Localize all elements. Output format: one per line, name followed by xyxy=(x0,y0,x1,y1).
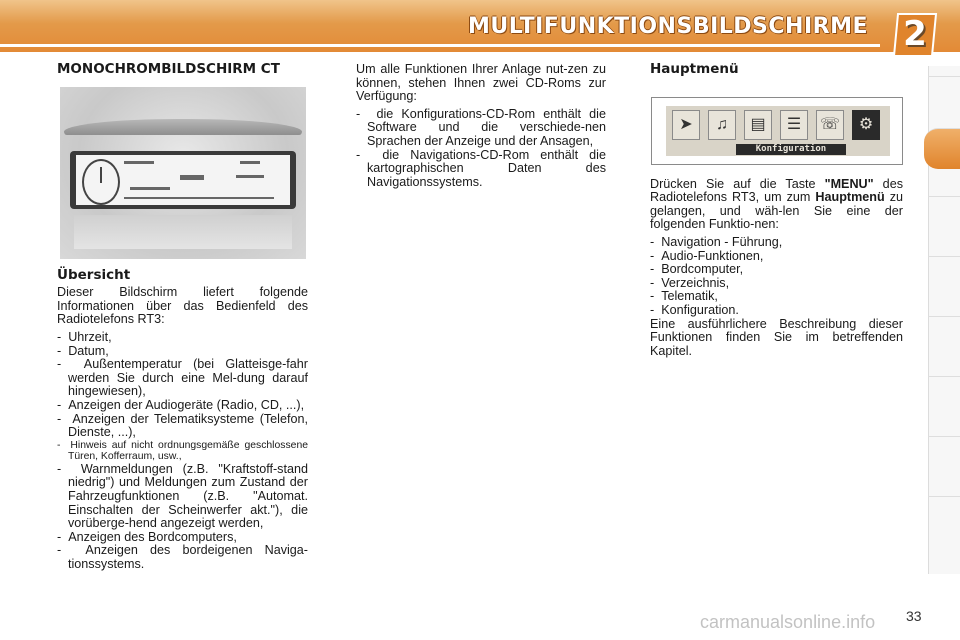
screen-line xyxy=(240,161,260,164)
telematics-icon: ☏ xyxy=(816,110,844,140)
main-menu-bold: Hauptmenü xyxy=(815,190,885,205)
list-item: - Anzeigen der Audiogeräte (Radio, CD, ...), xyxy=(57,399,308,413)
navigation-icon: ➤ xyxy=(672,110,700,140)
page-number: 33 xyxy=(906,608,922,624)
instruction-text: des Radiotelefons RT3, um zum xyxy=(650,176,903,205)
middle-column xyxy=(356,63,606,189)
dashboard-top xyxy=(64,119,302,135)
screen-line xyxy=(236,175,264,178)
main-menu-screen-image xyxy=(651,97,903,165)
menu-screen-label: Konfiguration xyxy=(736,144,846,155)
list-item: - Hinweis auf nicht ordnungsgemäße geschlossene Türen, Kofferraum, usw., xyxy=(57,440,308,463)
main-menu-instructions xyxy=(650,178,903,232)
screen-line xyxy=(180,175,204,180)
closing-note: Eine ausführlichere Beschreibung dieser Funktionen finden Sie im betreffenden Kapitel. xyxy=(650,316,903,358)
chapter-tab-8[interactable] xyxy=(928,496,960,555)
chapter-tab-6[interactable] xyxy=(928,376,960,435)
list-item: - Anzeigen des bordeigenen Naviga-tionssystems. xyxy=(57,544,308,571)
instruction-text: zu gelangen, und wäh-len Sie eine der folgenden Funktio-nen: xyxy=(650,190,903,232)
cd-rom-list xyxy=(356,108,606,190)
screen-line xyxy=(124,197,274,199)
list-item: - Konfiguration. xyxy=(650,304,903,318)
right-column xyxy=(650,63,903,362)
main-menu-heading: Hauptmenü xyxy=(650,61,739,77)
screen-line xyxy=(124,161,154,164)
audio-icon: ♫ xyxy=(708,110,736,140)
list-item: - die Konfigurations-CD-Rom enthält die Software und die verschiede-nen Sprachen der Anzeige und der Ansagen, xyxy=(356,108,606,149)
section-title: MONOCHROMBILDSCHIRM CT xyxy=(57,61,280,77)
list-item: - Anzeigen des Bordcomputers, xyxy=(57,531,308,545)
chapter-tab-7[interactable] xyxy=(928,436,960,495)
chapter-number: 2 xyxy=(903,14,927,54)
watermark: carmanualsonline.info xyxy=(700,612,876,632)
page-title: MULTIFUNKTIONSBILDSCHIRME xyxy=(467,14,868,39)
list-item: - Datum, xyxy=(57,345,308,359)
list-item: - Audio-Funktionen, xyxy=(650,250,903,264)
list-item: - Uhrzeit, xyxy=(57,331,308,345)
configuration-icon: ⚙ xyxy=(852,110,880,140)
list-item: - Anzeigen der Telematiksysteme (Telefon, Dienste, ...), xyxy=(57,413,308,440)
menu-screen-inner xyxy=(666,106,890,156)
chapter-badge xyxy=(890,10,940,60)
directory-icon: ☰ xyxy=(780,110,808,140)
header-divider xyxy=(0,44,880,47)
cd-rom-intro: Um alle Funktionen Ihrer Anlage nut-zen zu können, stehen Ihnen zwei CD-Roms zur Verfügung: xyxy=(356,62,606,104)
list-item: - die Navigations-CD-Rom enthält die kartographischen Daten des Navigationssystems. xyxy=(356,149,606,190)
trip-computer-icon: ▤ xyxy=(744,110,772,140)
chapter-tab-4[interactable] xyxy=(928,256,960,315)
left-column xyxy=(57,63,308,571)
list-item: - Telematik, xyxy=(650,290,903,304)
menu-key-label: "MENU" xyxy=(824,176,874,191)
chapter-tab-2-active[interactable] xyxy=(924,128,960,169)
instruction-text: Drücken Sie auf die Taste xyxy=(650,176,825,191)
list-item: - Verzeichnis, xyxy=(650,277,903,291)
list-item: - Warnmeldungen (z.B. "Kraftstoff-stand niedrig") und Meldungen zum Zustand der Fahrzeugfunktionen (z.B. "Automat. Einschalten der Scheinwerfer akt."), die vorüberge-hend angezeigt werden, xyxy=(57,463,308,531)
overview-list xyxy=(57,331,308,572)
overview-heading: Übersicht xyxy=(57,266,131,283)
clock-icon xyxy=(82,159,120,205)
screen-line xyxy=(130,187,170,190)
dashboard-base xyxy=(74,215,292,249)
function-list xyxy=(650,236,903,318)
list-item: - Navigation - Führung, xyxy=(650,236,903,250)
list-item: - Außentemperatur (bei Glatteisge-fahr werden Sie durch eine Mel-dung darauf hingewiesen), xyxy=(57,358,308,399)
overview-intro: Dieser Bildschirm liefert folgende Informationen über das Bedienfeld des Radiotelefons RT3: xyxy=(57,285,308,327)
list-item: - Bordcomputer, xyxy=(650,263,903,277)
chapter-tab-5[interactable] xyxy=(928,316,960,375)
chapter-tab-1[interactable] xyxy=(928,76,960,135)
chapter-tab-3[interactable] xyxy=(928,196,960,255)
dashboard-display-photo xyxy=(60,87,306,259)
